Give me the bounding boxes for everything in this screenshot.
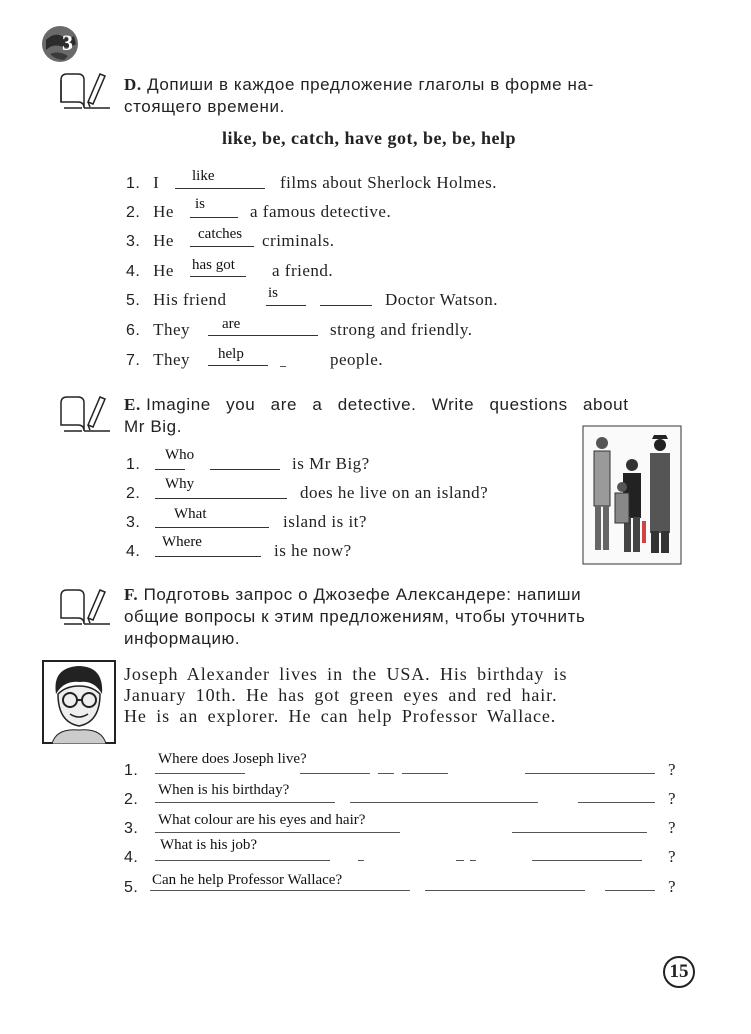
unit-number: 3 — [62, 30, 73, 55]
answer-text: has got — [192, 257, 235, 273]
exercise-d-instruction: D. Допиши в каждое предложение глаголы в форме на- стоящего времени. — [124, 75, 594, 116]
list-item: 3. — [124, 820, 139, 837]
word-bank: like, be, catch, have got, be, be, help — [222, 128, 516, 148]
list-item: 4. He — [126, 261, 174, 280]
unit-badge — [40, 24, 80, 64]
answer-text: help — [218, 346, 244, 362]
list-item: 2. — [124, 791, 139, 808]
exercise-f-instruction: F. Подготовь запрос о Джозефе Александере: напиши общие вопросы к этим предложениям, чтобы уточнить информацию. — [124, 585, 586, 648]
answer-text: are — [222, 316, 241, 332]
answer-text: When is his birthday? — [158, 782, 290, 798]
answer-text: What colour are his eyes and hair? — [158, 812, 366, 828]
joseph-portrait — [42, 660, 116, 744]
answer-text: Where does Joseph live? — [158, 751, 307, 767]
list-item: 1. — [124, 762, 139, 779]
exercise-d-letter: D. — [124, 75, 142, 94]
globe-icon — [40, 24, 80, 64]
pencil-notebook-icon — [58, 586, 114, 633]
exercise-e-instruction: E. Imagine you are a detective. Write questions about Mr Big. — [124, 395, 629, 436]
answer-text: is — [195, 196, 206, 212]
answer-text: What is his job? — [160, 837, 258, 853]
pencil-notebook-icon — [58, 393, 114, 440]
answer-text: Can he help Professor Wallace? — [152, 872, 343, 888]
pencil-notebook-icon — [58, 70, 114, 117]
list-item: 5. His friend — [126, 290, 227, 309]
page-number: 15 — [663, 956, 695, 988]
exercise-e-letter: E. — [124, 395, 141, 414]
answer-text: Who — [165, 447, 195, 463]
answer-text: What — [174, 506, 207, 522]
list-item: 4. — [126, 543, 141, 560]
list-item: 7. They — [126, 350, 191, 369]
answer-text: Where — [162, 534, 202, 550]
list-item: 4. — [124, 849, 139, 866]
list-item: 1. — [126, 456, 141, 473]
answer-text: is — [268, 285, 279, 301]
answer-text: like — [192, 168, 215, 184]
list-item: 5. — [124, 879, 139, 896]
list-item: 1. I — [126, 173, 160, 192]
exercise-f-letter: F. — [124, 585, 139, 604]
detectives-illustration — [582, 425, 682, 565]
answer-text: Why — [165, 476, 195, 492]
list-item: 6. They — [126, 320, 191, 339]
joseph-text: Joseph Alexander lives in the USA. His birthday is January 10th. He has got green eyes and red hair. He is an explorer. He can help Professor Wallace. — [124, 664, 568, 726]
answer-text: catches — [198, 226, 243, 242]
list-item: 2. — [126, 485, 141, 502]
list-item: 2. He — [126, 202, 174, 221]
list-item: 3. He — [126, 231, 174, 250]
list-item: 3. — [126, 514, 141, 531]
